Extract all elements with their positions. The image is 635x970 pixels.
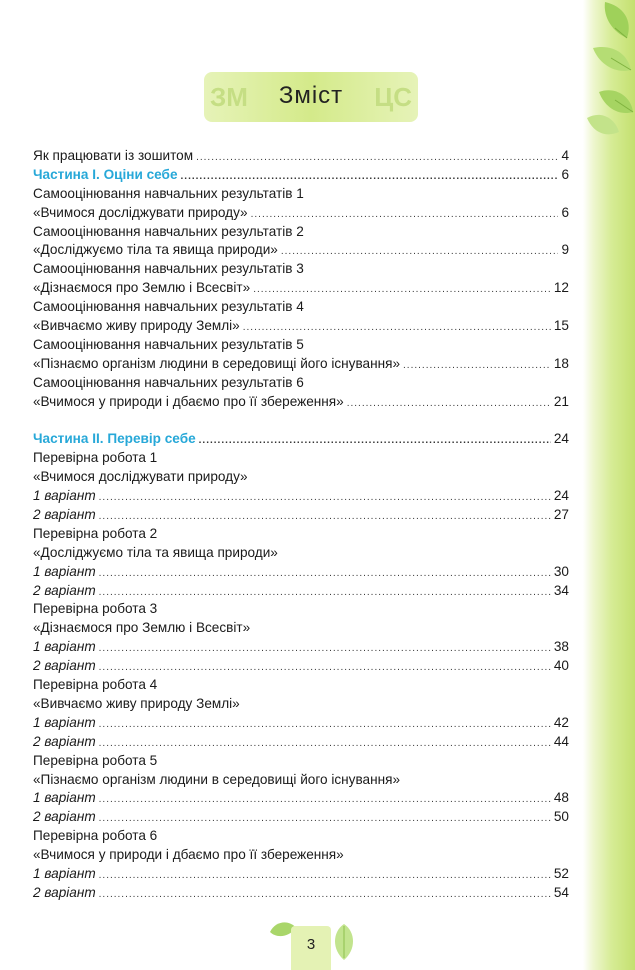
toc-entry-title: 1 варіант: [33, 714, 96, 730]
toc-variant-entry: [33, 582, 569, 601]
dot-leader: [181, 168, 559, 187]
toc-entry-title: Частина ІІ. Перевір себе: [33, 431, 196, 447]
toc-heading-line: «Дізнаємося про Землю і Всесвіт»: [33, 620, 251, 636]
toc-entry-title: 1 варіант: [33, 563, 96, 579]
toc-entry: [33, 317, 569, 336]
toc-variant-entry: [33, 487, 569, 506]
page-number: 3: [306, 936, 316, 953]
toc-entry-title: 2 варіант: [33, 884, 96, 900]
dot-leader: [281, 243, 559, 262]
toc-page-number: 48: [553, 790, 569, 806]
title-ghost-right: ЦС: [374, 82, 412, 112]
toc-entry-title: 1 варіант: [33, 790, 96, 806]
toc-page-number: 12: [553, 280, 569, 296]
toc-entry-title: «Вивчаємо живу природу Землі»: [33, 318, 240, 334]
toc-heading-line: «Вчимося досліджувати природу»: [33, 469, 248, 485]
toc-entry-title: Частина І. Оціни себе: [33, 166, 178, 182]
toc-heading-line: Перевірна робота 2: [33, 525, 158, 541]
toc-heading-line: Самооцінювання навчальних результатів 4: [33, 299, 304, 315]
toc-page-number: 52: [553, 865, 569, 881]
toc-page-number: 24: [553, 488, 569, 504]
toc-entry: [33, 241, 569, 260]
toc-entry-title: 1 варіант: [33, 639, 96, 655]
toc-entry-title: 2 варіант: [33, 582, 96, 598]
toc-heading-line: Перевірна робота 5: [33, 752, 158, 768]
toc-page-number: 30: [553, 563, 569, 579]
toc-page-number: 18: [553, 355, 569, 371]
table-of-contents: [33, 147, 569, 903]
toc-entry-title: «Досліджуємо тіла та явища природи»: [33, 242, 278, 258]
toc-spacer: [33, 411, 569, 430]
toc-entry-title: 2 варіант: [33, 809, 96, 825]
toc-entry-title: 1 варіант: [33, 488, 96, 504]
toc-entry-title: «Дізнаємося про Землю і Всесвіт»: [33, 280, 251, 296]
toc-page-number: 24: [553, 431, 569, 447]
title-ghost-left: ЗМ: [210, 82, 248, 112]
toc-page-number: 44: [553, 733, 569, 749]
toc-page-number: 9: [561, 242, 569, 258]
toc-heading-line: Самооцінювання навчальних результатів 3: [33, 261, 304, 277]
toc-entry-title: 1 варіант: [33, 865, 96, 881]
dot-leader: [99, 735, 551, 754]
toc-heading-line: Самооцінювання навчальних результатів 2: [33, 223, 304, 239]
leaves-decoration-icon: [575, 0, 635, 160]
dot-leader: [99, 867, 551, 886]
page-title: Зміст: [278, 82, 344, 109]
toc-entry-title: Як працювати із зошитом: [33, 148, 194, 163]
dot-leader: [99, 508, 551, 527]
toc-variant-entry: [33, 733, 569, 752]
dot-leader: [99, 791, 551, 810]
page-footer: [268, 914, 358, 970]
toc-heading-line: «Вчимося у природи і дбаємо про її збереження»: [33, 847, 344, 863]
dot-leader: [99, 584, 551, 603]
toc-variant-entry: [33, 865, 569, 884]
toc-page-number: 15: [553, 318, 569, 334]
dot-leader: [251, 206, 559, 225]
toc-variant-entry: [33, 563, 569, 582]
toc-part-entry: [33, 430, 569, 449]
toc-entry-title: «Вчимося у природи і дбаємо про її збереження»: [33, 393, 344, 409]
toc-variant-entry: [33, 657, 569, 676]
toc-part-entry: [33, 166, 569, 185]
toc-page-number: 27: [553, 507, 569, 523]
toc-page-number: 6: [561, 204, 569, 220]
dot-leader: [99, 640, 551, 659]
toc-page-number: 40: [553, 658, 569, 674]
toc-page-number: 21: [553, 393, 569, 409]
toc-heading-line: Перевірна робота 1: [33, 450, 158, 466]
toc-page-number: 42: [553, 714, 569, 730]
toc-variant-entry: [33, 506, 569, 525]
toc-page-number: 50: [553, 809, 569, 825]
toc-entry: [33, 393, 569, 412]
toc-heading-line: Перевірна робота 3: [33, 601, 158, 617]
toc-heading-line: Перевірна робота 6: [33, 828, 158, 844]
dot-leader: [403, 357, 551, 376]
toc-page-number: 34: [553, 582, 569, 598]
toc-heading-line: Самооцінювання навчальних результатів 1: [33, 185, 304, 201]
toc-variant-entry: [33, 789, 569, 808]
toc-entry: [33, 355, 569, 374]
toc-page-number: 4: [561, 148, 569, 163]
toc-variant-entry: [33, 638, 569, 657]
toc-entry-title: «Пізнаємо організм людини в середовищі його існування»: [33, 355, 401, 371]
toc-entry-title: 2 варіант: [33, 658, 96, 674]
toc-variant-entry: [33, 808, 569, 827]
toc-heading-line: Самооцінювання навчальних результатів 5: [33, 336, 304, 352]
dot-leader: [99, 489, 551, 508]
toc-variant-entry: [33, 884, 569, 903]
toc-page-number: 38: [553, 639, 569, 655]
dot-leader: [99, 886, 551, 905]
toc-page-number: 54: [553, 884, 569, 900]
dot-leader: [199, 432, 551, 451]
toc-heading-line: «Пізнаємо організм людини в середовищі його існування»: [33, 771, 401, 787]
dot-leader: [99, 716, 551, 735]
toc-entry-title: «Вчимося досліджувати природу»: [33, 204, 248, 220]
leaf-right-icon: [330, 922, 358, 962]
toc-heading-line: Самооцінювання навчальних результатів 6: [33, 374, 304, 390]
dot-leader: [99, 810, 551, 829]
toc-heading-line: Перевірна робота 4: [33, 677, 158, 693]
toc-entry-title: 2 варіант: [33, 733, 96, 749]
dot-leader: [347, 395, 551, 414]
toc-variant-entry: [33, 714, 569, 733]
toc-entry: [33, 279, 569, 298]
dot-leader: [99, 565, 551, 584]
toc-page-number: 6: [561, 166, 569, 182]
dot-leader: [99, 659, 551, 678]
toc-entry-title: 2 варіант: [33, 507, 96, 523]
toc-entry: [33, 147, 569, 166]
toc-entry: [33, 204, 569, 223]
dot-leader: [196, 149, 558, 168]
toc-heading-line: «Вивчаємо живу природу Землі»: [33, 695, 240, 711]
toc-heading-line: «Досліджуємо тіла та явища природи»: [33, 544, 278, 560]
